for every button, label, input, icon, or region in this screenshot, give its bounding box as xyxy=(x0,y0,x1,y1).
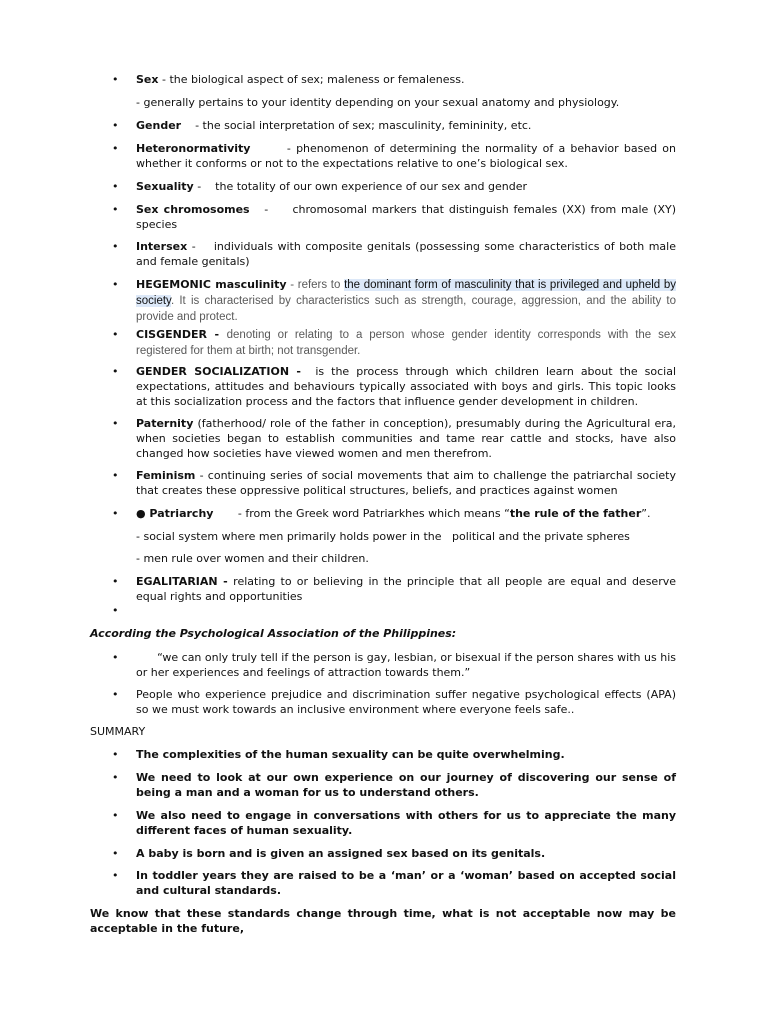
term-definition-post: . It is characterised by characteristics such as strength, courage, aggression, and the ability to provide and protect. xyxy=(136,295,676,323)
bullet: • xyxy=(112,748,119,761)
bullet: • xyxy=(112,119,119,132)
term-patriarchy xyxy=(136,506,676,521)
term-definition-end: ”. xyxy=(641,507,651,520)
term-label: Sex xyxy=(136,73,159,86)
term-gender xyxy=(136,118,676,133)
bullet: • xyxy=(112,575,119,588)
term-paternity xyxy=(136,416,676,461)
term-sexuality xyxy=(136,179,676,194)
term-patriarchy-continuation: - social system where men primarily holds power in the political and the private spheres xyxy=(136,530,630,543)
term-label: Heteronormativity xyxy=(136,142,251,155)
term-definition-pre: - refers to xyxy=(286,279,345,291)
term-definition: - the social interpretation of sex; masculinity, femininity, etc. xyxy=(181,119,532,132)
bullet: • xyxy=(112,507,119,520)
term-label: CISGENDER - xyxy=(136,328,227,341)
bullet: • xyxy=(112,203,119,216)
bullet: • xyxy=(112,328,119,341)
term-definition: (fatherhood/ role of the father in conception), presumably during the Agricultural era, when societies began to establish communities and tame rear cattle and stocks, have also changed how societies have viewed women and men therefrom. xyxy=(136,417,676,460)
bullet: • xyxy=(112,604,119,617)
term-label: Intersex xyxy=(136,240,188,253)
term-definition: - continuing series of social movements that aim to challenge the patriarchal society that creates these oppressive political structures, beliefs, and practices against women xyxy=(136,469,676,497)
bullet: • xyxy=(112,240,119,253)
summary-item: We also need to engage in conversations with others for us to appreciate the many different faces of human sexuality. xyxy=(136,809,676,837)
term-definition: - phenomenon of determining the normality of a behavior based on whether it conforms or not to the expectations relative to one’s biological sex. xyxy=(136,142,680,170)
bullet: • xyxy=(112,180,119,193)
summary-item: In toddler years they are raised to be a ‘man’ or a ‘woman’ based on accepted social and cultural standards. xyxy=(136,869,676,897)
term-label: Sexuality xyxy=(136,180,194,193)
psych-statement: People who experience prejudice and discrimination suffer negative psychological effects (APA) so we must work towards an inclusive environment where everyone feels safe.. xyxy=(136,688,676,716)
psych-quote: “we can only truly tell if the person is gay, lesbian, or bisexual if the person shares with us his or her experiences and feelings of attraction towards them.” xyxy=(136,651,680,679)
section-heading-summary: SUMMARY xyxy=(90,725,146,738)
term-label: GENDER SOCIALIZATION - xyxy=(136,365,309,378)
bullet: • xyxy=(112,469,119,482)
term-definition: is the process through which children learn about the social expectations, attitudes and behaviours typically associated with boys and girls. This topic looks at this socialization process and the factors that influence gender development in children. xyxy=(136,365,677,408)
highlighted-text: the dominant form of masculinity that is privileged and upheld by society xyxy=(136,279,676,307)
bullet: • xyxy=(112,847,119,860)
closing-paragraph: We know that these standards change through time, what is not acceptable now may be acceptable in the future, xyxy=(90,907,676,935)
term-label: Paternity xyxy=(136,417,194,430)
term-label: ● Patriarchy xyxy=(136,507,214,520)
term-label: Feminism xyxy=(136,469,196,482)
bullet: • xyxy=(112,651,119,664)
term-sex-chromosomes xyxy=(136,202,680,232)
term-intersex xyxy=(136,239,680,269)
term-patriarchy-continuation: - men rule over women and their children. xyxy=(136,552,369,565)
bullet: • xyxy=(112,688,119,701)
term-definition: - individuals with composite genitals (possessing some characteristics of both male and female genitals) xyxy=(136,240,680,268)
term-label: HEGEMONIC masculinity xyxy=(136,278,287,291)
term-sex-continuation: - generally pertains to your identity depending on your sexual anatomy and physiology. xyxy=(136,96,620,109)
term-label: Gender xyxy=(136,119,182,132)
term-definition: relating to or believing in the principle that all people are equal and deserve equal rights and opportunities xyxy=(136,575,676,603)
term-definition: - chromosomal markers that distinguish females (XX) from male (XY) species xyxy=(136,203,680,231)
term-hegemonic-masculinity xyxy=(136,277,676,325)
term-definition-bold: the rule of the father xyxy=(509,507,642,520)
term-egalitarian xyxy=(136,574,676,604)
term-cisgender xyxy=(136,327,676,359)
bullet: • xyxy=(112,869,119,882)
term-feminism xyxy=(136,468,676,498)
bullet: • xyxy=(112,417,119,430)
bullet: • xyxy=(112,809,119,822)
term-label: Sex chromosomes xyxy=(136,203,250,216)
term-gender-socialization xyxy=(136,364,676,409)
term-definition: denoting or relating to a person whose gender identity corresponds with the sex registered for them at birth; not transgender. xyxy=(136,329,676,357)
bullet: • xyxy=(112,365,119,378)
term-definition: - from the Greek word Patriarkhes which means “ xyxy=(213,507,510,520)
term-definition: - the totality of our own experience of our sex and gender xyxy=(193,180,528,193)
bullet: • xyxy=(112,142,119,155)
bullet: • xyxy=(112,73,119,86)
term-heteronormativity xyxy=(136,141,680,171)
summary-item: We need to look at our own experience on our journey of discovering our sense of being a man and a woman for us to understand others. xyxy=(136,771,676,799)
bullet: • xyxy=(112,771,119,784)
term-sex xyxy=(136,72,676,87)
summary-item: A baby is born and is given an assigned sex based on its genitals. xyxy=(136,847,546,860)
section-heading-psych: According the Psychological Association of the Philippines: xyxy=(90,627,457,640)
term-label: EGALITARIAN - xyxy=(136,575,234,588)
bullet: • xyxy=(112,278,119,291)
term-definition: - the biological aspect of sex; maleness or femaleness. xyxy=(158,73,465,86)
summary-item: The complexities of the human sexuality can be quite overwhelming. xyxy=(136,748,565,761)
